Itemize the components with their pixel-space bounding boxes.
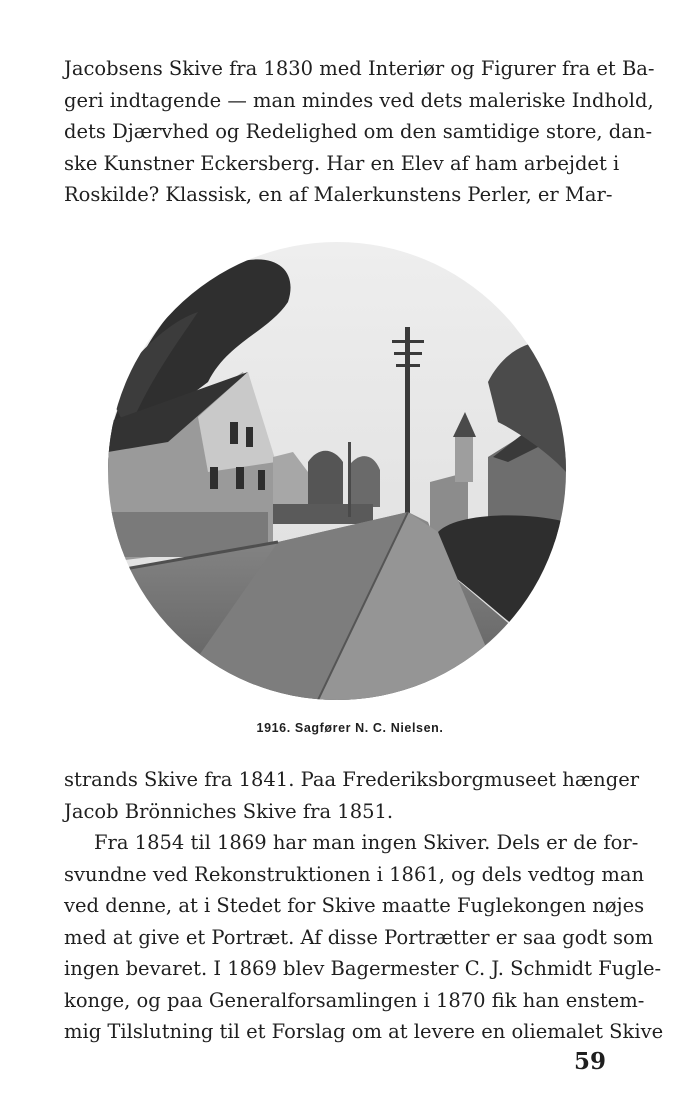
photo-caption: 1916. Sagfører N. C. Nielsen. bbox=[256, 721, 444, 735]
bottom-paragraph bbox=[64, 764, 664, 1048]
text-line: Fra 1854 til 1869 har man ingen Skiver. Dels er de for- bbox=[94, 831, 639, 854]
text-line: mig Tilslutning til et Forslag om at levere en oliemalet Skive bbox=[64, 1020, 664, 1043]
text-line: geri indtagende — man mindes ved dets maleriske Indhold, bbox=[64, 88, 654, 112]
text-line: ske Kunstner Eckersberg. Har en Elev af ham arbejdet i bbox=[64, 151, 620, 175]
text-line: dets Djærvhed og Redelighed om den samtidige store, dan- bbox=[64, 120, 653, 143]
text-line: ingen bevaret. I 1869 blev Bagermester C. J. Schmidt Fugle- bbox=[64, 957, 662, 980]
text-line: Roskilde? Klassisk, en af Malerkunstens Perler, er Mar- bbox=[64, 183, 613, 206]
street-scene-photograph bbox=[108, 242, 566, 700]
page-number: 59 bbox=[574, 1048, 607, 1075]
text-line: ved denne, at i Stedet for Skive maatte Fuglekongen nøjes bbox=[64, 894, 645, 917]
top-paragraph bbox=[64, 53, 655, 211]
text-line: Jacobsens Skive fra 1830 med Interiør og Figurer fra et Ba- bbox=[64, 57, 655, 80]
text-line: svundne ved Rekonstruktionen i 1861, og dels vedtog man bbox=[64, 862, 645, 886]
photo-illustration bbox=[108, 242, 566, 700]
text-line: strands Skive fra 1841. Paa Frederiksborgmuseet hænger bbox=[64, 768, 640, 791]
text-line: konge, og paa Generalforsamlingen i 1870 fik han enstem- bbox=[64, 988, 645, 1012]
text-line: Jacob Brönniches Skive fra 1851. bbox=[64, 799, 394, 823]
text-line: med at give et Portræt. Af disse Portrætter er saa godt som bbox=[64, 925, 654, 949]
